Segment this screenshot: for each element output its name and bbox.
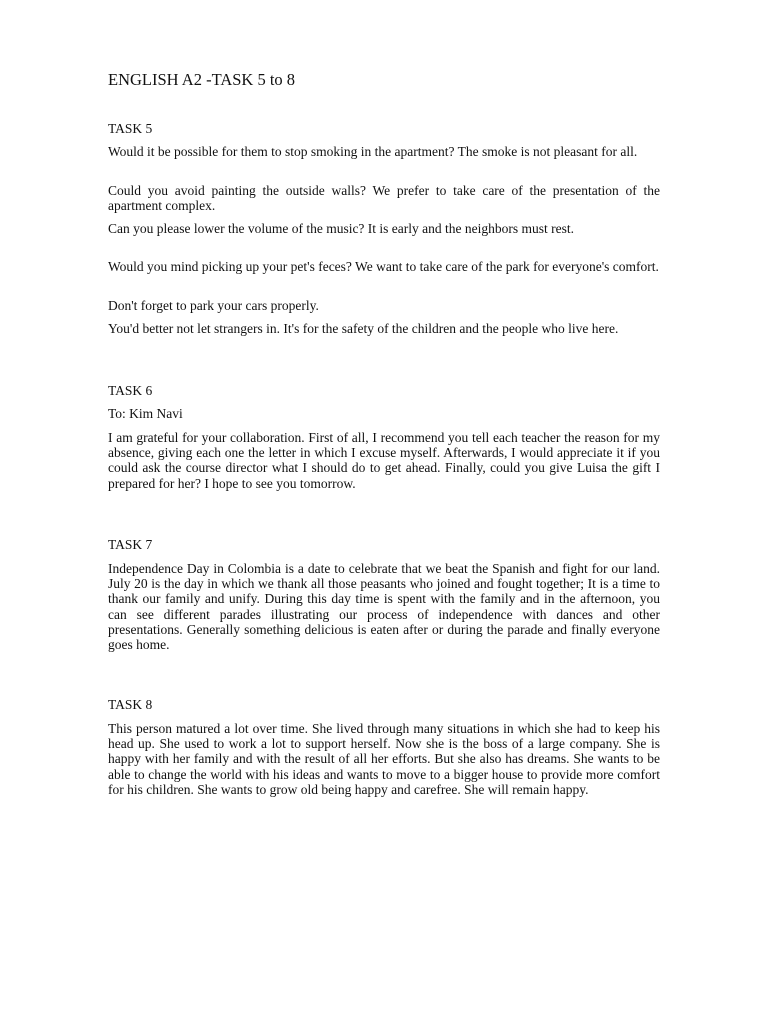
task5-paragraph-1: Would it be possible for them to stop smoking in the apartment? The smoke is not pleasant for all. (108, 144, 638, 159)
task5-paragraph-3: Can you please lower the volume of the music? It is early and the neighbors must rest. (108, 221, 575, 236)
task7-body: Independence Day in Colombia is a date to celebrate that we beat the Spanish and fight for our land. July 20 is the day in which we thank all those peasants who joined and fought together; It is a time to thank our family and unify. During this day time is spent with the family and in the afternoon, you can see different parades illustrating our process of independence with dances and other presentations. Generally something delicious is eaten after or during the parade and finally everyone goes home. (108, 561, 660, 653)
task6-recipient: To: Kim Navi (108, 406, 183, 421)
task5-paragraph-6: You'd better not let strangers in. It's for the safety of the children and the people who live here. (108, 321, 619, 336)
task5-heading: TASK 5 (108, 121, 153, 136)
task5-paragraph-5: Don't forget to park your cars properly. (108, 298, 319, 313)
document-title: ENGLISH A2 -TASK 5 to 8 (108, 70, 296, 89)
task7-heading: TASK 7 (108, 537, 153, 552)
task5-paragraph-4: Would you mind picking up your pet's feces? We want to take care of the park for everyone's comfort. (108, 259, 659, 274)
task8-body: This person matured a lot over time. She lived through many situations in which she had to keep his head up. She used to work a lot to support herself. Now she is the boss of a large company. She is happy with her family and with the result of all her efforts. But she also has dreams. She wants to be able to change the world with his ideas and wants to move to a bigger house to provide more comfort for his children. She wants to grow old being happy and carefree. She will remain happy. (108, 721, 660, 797)
task5-paragraph-2: Could you avoid painting the outside walls? We prefer to take care of the presentation of the apartment complex. (108, 183, 660, 214)
task8-heading: TASK 8 (108, 697, 153, 712)
task6-heading: TASK 6 (108, 383, 153, 398)
task6-body: I am grateful for your collaboration. First of all, I recommend you tell each teacher the reason for my absence, giving each one the letter in which I excuse myself. Afterwards, I would appreciate it if you could ask the course director what I should do to get ahead. Finally, could you give Luisa the gift I prepared for her? I hope to see you tomorrow. (108, 430, 660, 491)
